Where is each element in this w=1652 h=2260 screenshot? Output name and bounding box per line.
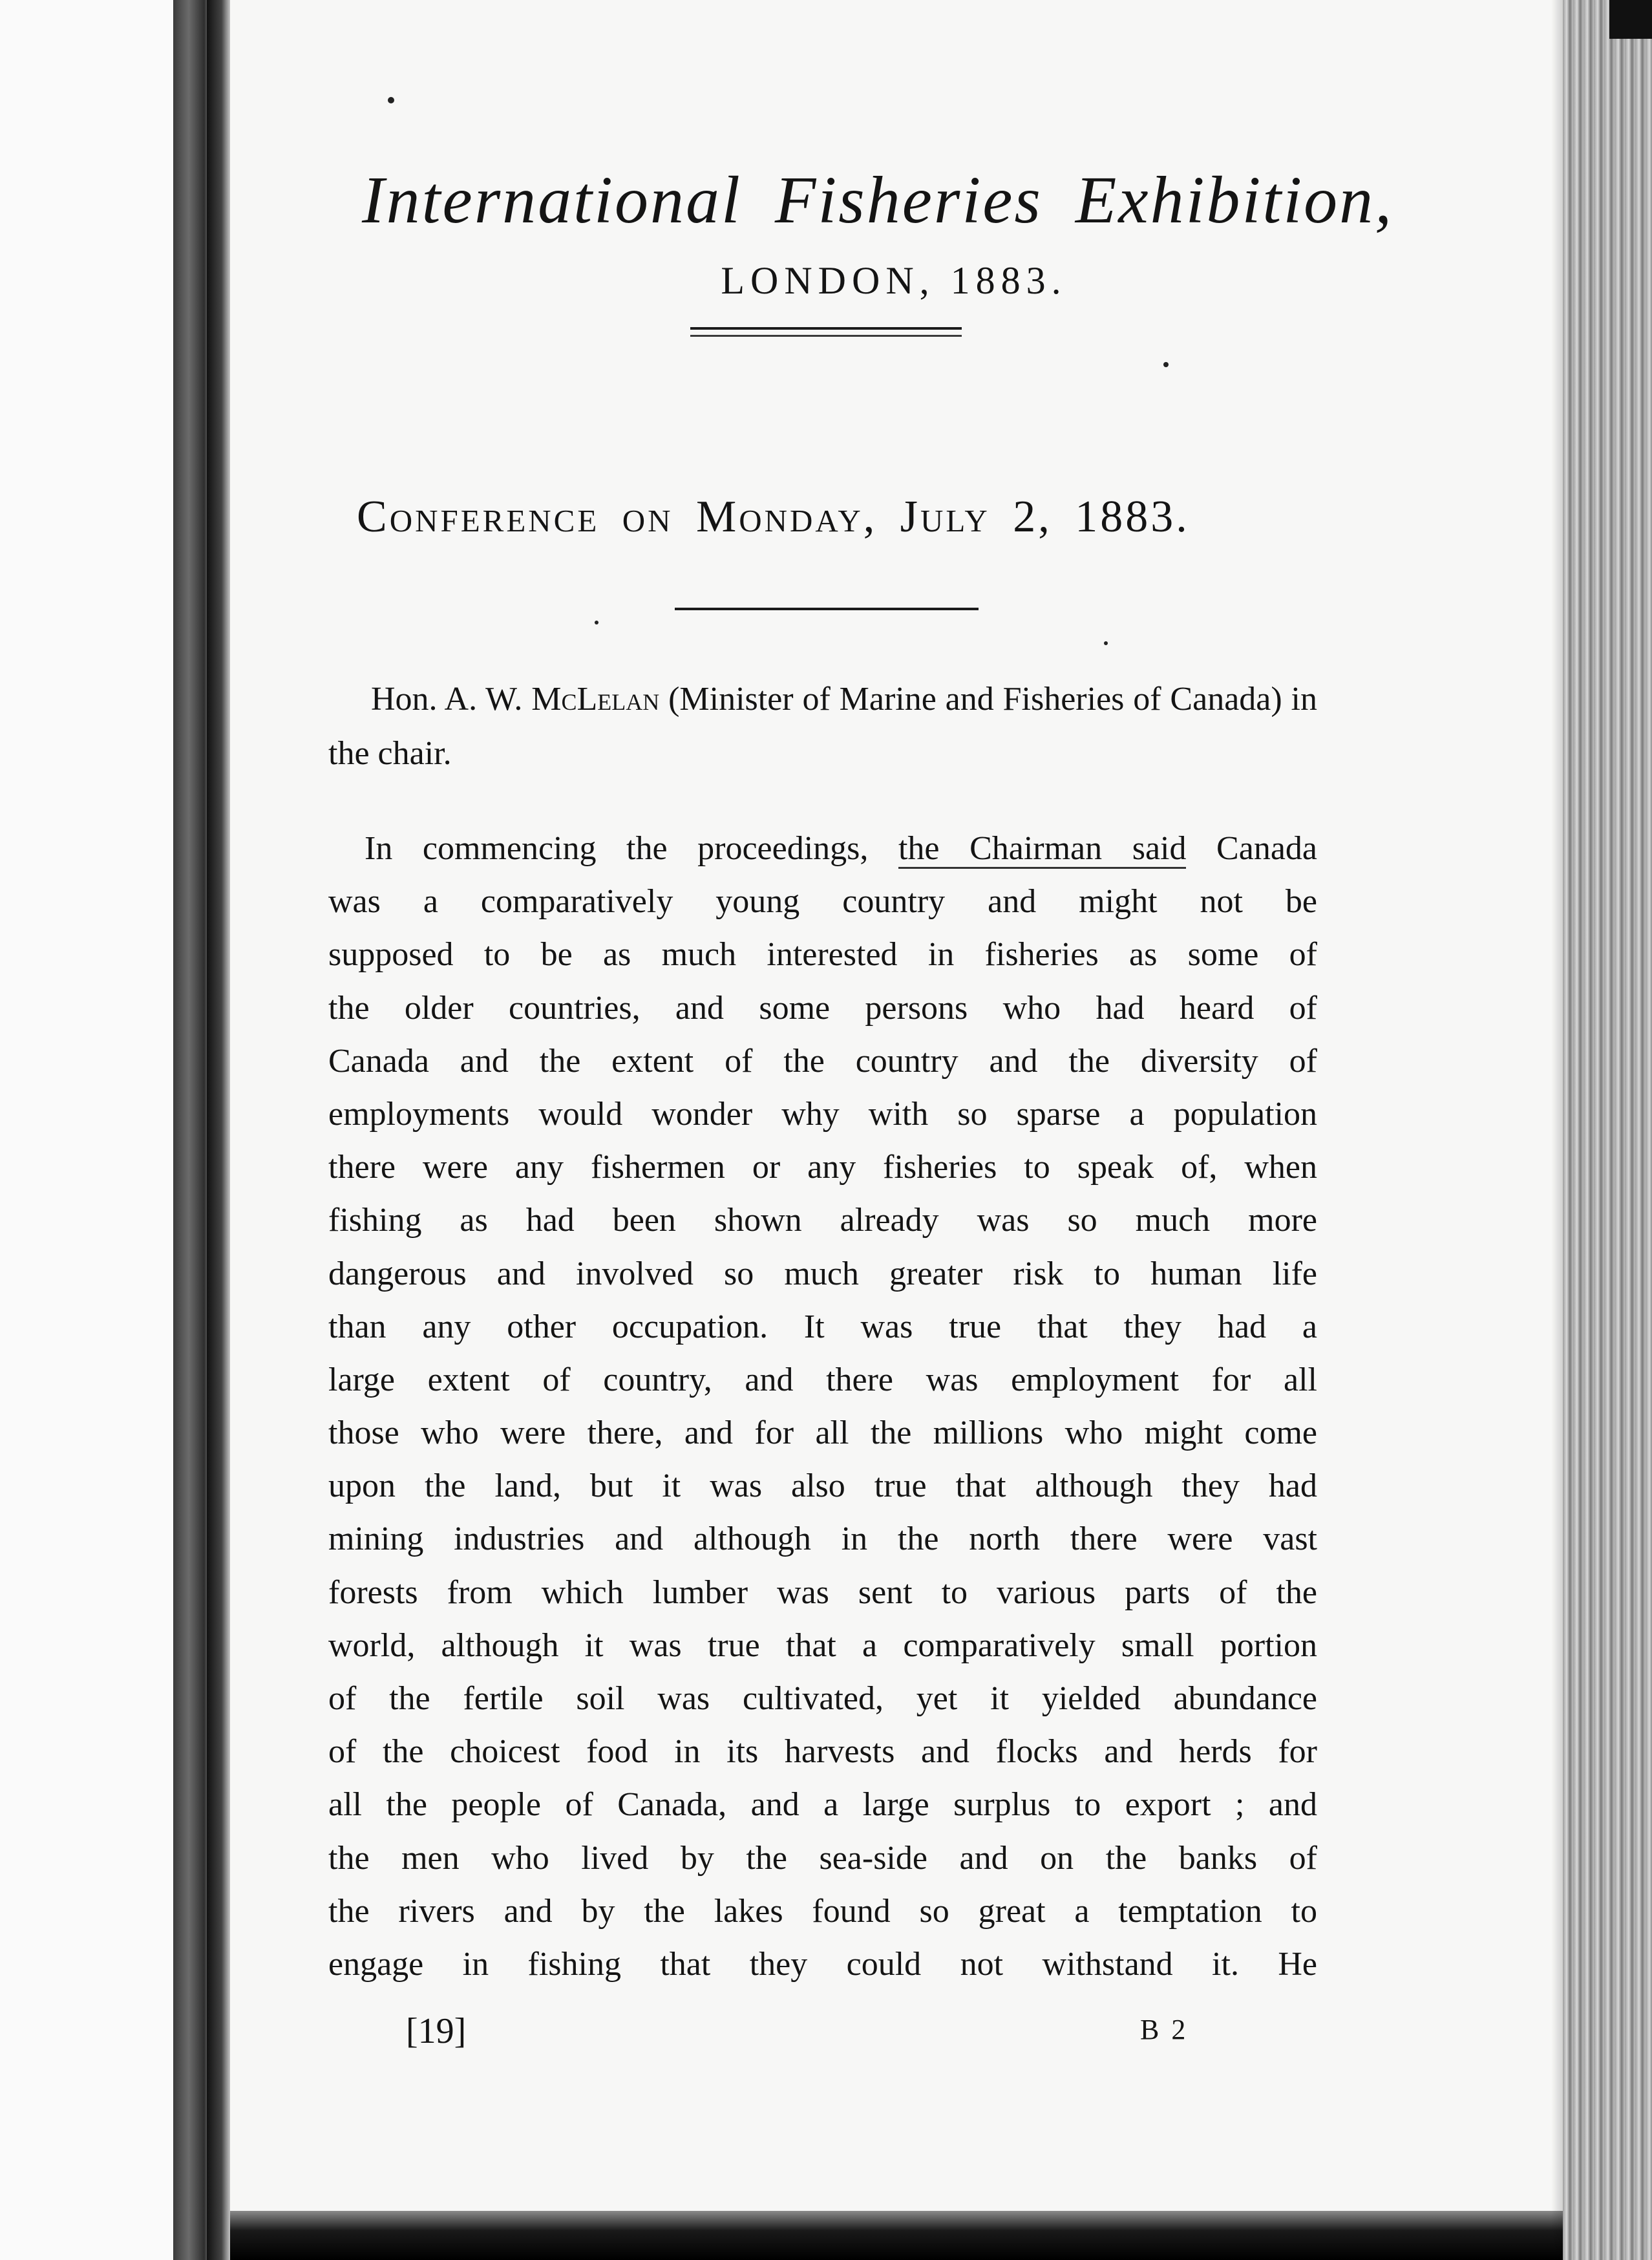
page-bottom-edge <box>230 2211 1600 2260</box>
text-fragment: In commencing the proceedings, <box>365 830 898 867</box>
chair-note <box>328 672 1317 781</box>
text-line: all the people of Canada, and a large surplus to export ; and <box>328 1786 1317 1824</box>
text-fragment: Canada <box>1186 830 1317 867</box>
scan-speck <box>1163 362 1169 367</box>
corner-shadow <box>1609 0 1652 39</box>
conference-heading: Conference on Monday, July 2, 1883. <box>357 492 1190 542</box>
text-line: forests from which lumber was sent to various parts of the <box>328 1573 1317 1611</box>
title-rule-secondary <box>690 335 962 337</box>
text-line: fishing as had been shown already was so much more <box>328 1202 1317 1239</box>
exhibition-subtitle <box>0 259 1652 303</box>
text-line <box>328 822 1317 875</box>
text-line: the rivers and by the lakes found so great a temptation to <box>328 1892 1317 1930</box>
location-year: LONDON, 1883. <box>721 259 1067 302</box>
heading-rule <box>675 608 979 610</box>
text-line: large extent of country, and there was employment for all <box>328 1361 1317 1398</box>
facing-page-edge <box>0 0 175 2260</box>
chair-name: McLelan <box>531 681 660 718</box>
body-text <box>328 822 1317 1991</box>
text-line: was a comparatively young country and might not be <box>328 883 1317 921</box>
scan-speck <box>1104 641 1108 645</box>
text-line: dangerous and involved so much greater risk to human life <box>328 1255 1317 1292</box>
text-line: upon the land, but it was also true that although they had <box>328 1467 1317 1505</box>
text-line: of the fertile soil was cultivated, yet it yielded abundance <box>328 1680 1317 1717</box>
text-line: the older countries, and some persons who had heard of <box>328 989 1317 1027</box>
book-fore-edge <box>1563 0 1652 2260</box>
chair-description: (Minister of Marine and Fisheries of Canada) in the chair. <box>328 681 1317 772</box>
page-number: [19] <box>406 2011 467 2051</box>
gutter-shadow <box>207 0 231 2260</box>
text-line: engage in fishing that they could not withstand it. He <box>328 1945 1317 1983</box>
scan-speck <box>595 621 598 624</box>
text-line: mining industries and although in the north there were vast <box>328 1520 1317 1558</box>
text-line: of the choicest food in its harvests and flocks and herds for <box>328 1733 1317 1771</box>
exhibition-title: International Fisheries Exhibition, <box>362 163 1394 237</box>
text-line: world, although it was true that a comparatively small portion <box>328 1626 1317 1664</box>
text-line: Canada and the extent of the country and the diversity of <box>328 1042 1317 1080</box>
text-line: there were any fishermen or any fisheries to speak of, when <box>328 1149 1317 1186</box>
text-line: those who were there, and for all the millions who might come <box>328 1414 1317 1452</box>
text-line: than any other occupation. It was true that they had a <box>328 1308 1317 1345</box>
scan-speck <box>388 97 394 103</box>
title-rule <box>690 327 962 330</box>
text-line: supposed to be as much interested in fisheries as some of <box>328 936 1317 974</box>
book-gutter <box>173 0 212 2260</box>
text-line: the men who lived by the sea-side and on the banks of <box>328 1839 1317 1877</box>
signature-mark: B 2 <box>1140 2014 1189 2045</box>
text-line: employments would wonder why with so sparse a population <box>328 1095 1317 1133</box>
chair-prefix: Hon. A. W. <box>371 681 532 718</box>
underlined-speaker: the Chairman said <box>898 830 1187 869</box>
